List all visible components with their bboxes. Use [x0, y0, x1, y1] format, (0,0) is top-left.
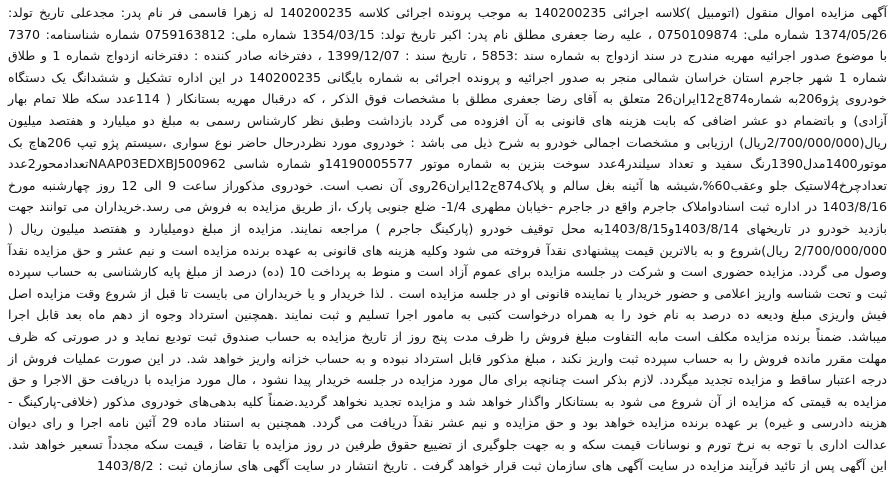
notice-body-text: آگهی مزایده اموال منقول (اتومبیل )کلاسه اجرائی 140200235 به موجب پرونده اجرائی کلاسه 140200235 له زهرا قاسمی فر نام پدر: مجدعلی تاریخ تولد: 1374/05/26 شماره ملی: 0750109874 ، علیه رضا جعفری مطلق نام پدر: اکبر تاریخ تولد: 1354/03/15 شماره ملی: 0759163812 شماره شناسنامه: 7370 با موضوع صدور اجرائیه مهریه مندرج در سند ازدواج به شماره سند :5853 ، تاریخ سند : 1399/12/07 ، دفترخانه صادر کننده : دفترخانه ازدواج شماره 1 و طلاق شماره 1 شهر جاجرم استان خراسان شمالی منجر به صدور اجرائیه و پرونده اجرائی به شماره بایگانی 140200235 در این اداره تشکیل و ششدانگ یک دستگاه خودروی پژو206به شماره874ج12ایران26 متعلق به آقای رضا جعفری مطلق با مشخصات فوق الذکر ، که درقبال مهریه بستانکار ( 114عدد سکه طلا تمام بهار آزادی) و باتضمام دو عشر اضافی که بابت هزینه های قانونی به آن افزوده می گردد بازداشت وطبق نظر کارشناس رسمی به مبلغ دو میلیارد و هفتصد میلیون ریال(2/700/000/000ریال) ارزیابی و مشخصات اجمالی خودرو به شرح ذیل می باشد : خودروی مورد نظردرحال حاضر نوع سواری ،سیستم پژو تیپ 206هاچ بک موتور1400مدل1390رنگ سفید و تعداد سیلندر4عدد سوخت بنزین به شماره موتور 14190005577و شماره شاسی NAAP03EDXBJ500962تعدادمحور2عدد تعدادچرخ4لاستیک جلو وعقب60%،شیشه ها آئینه بغل سالم و پلاک874ج12ایران26روی آن نصب است. خودروی مذکوراز ساعت 9 الی 12 روز چهارشنبه مورخ 1403/8/16 در اداره ثبت اسنادواملاک جاجرم واقع در جاجرم -خیابان مطهری 1/4- ضلع جنوبی پارک ،از طریق مزایده به فروش می رسد.خریداران می توانند جهت بازدید خودرو در تاریخهای 1403/8/14و1403/8/15به محل توقیف خودرو (پارکینگ جاجرم ) مراجعه نمایند. مزایده از مبلغ دومیلیارد و هفتصد میلیون ریال ( 2/700/000/000 ریال)شروع و به بالاترین قیمت پیشنهادی نقدآ فروخته می شود وکلیه هزینه های قانونی به عهده برنده مزایده است و نیم عشر و حق مزایده نقدآ وصول می گردد. مزایده حضوری است و شرکت در جلسه مزایده برای عموم آزاد است و منوط به پرداخت 10 (ده) درصد از مبلغ پایه کارشناسی به حساب سپرده ثبت و تحت شناسه واریز اعلامی و حضور خریدار یا نماینده قانونی او در جلسه مزایده است . لذا خریدار و یا خریداران می بایست تا قبل از شروع وقت مزایده اصل فیش واریزی مبلغ ودیعه ده درصد به نام خود را به همراه درخواست کتبی به مامور اجرا تسلیم و ثبت نمایند .همچنین استرداد وجوه از دهم ماه بعد قابل اجرا میباشد. ضمناً برنده مزایده مکلف است مابه التفاوت مبلغ فروش را ظرف مدت پنج روز از تاریخ مزایده به حساب صندوق ثبت تودیع نماید و در صورتی که ظرف مهلت مقرر مانده فروش را به حساب سپرده ثبت واریز نکند ، مبلغ مذکور قابل استرداد نبوده و به حساب خزانه واریز خواهد شد. در این صورت عملیات فروش از درجه اعتبار ساقط و مزایده تجدید میگردد. لازم بذکر است چنانچه برای مال مورد مزایده در جلسه خریدار پیدا نشود ، مال مورد مزایده با دریافت حق الاجرا و حق مزایده به قیمتی که مزایده از آن شروع می شود به بستانکار واگذار خواهد شد و مزایده تجدید نخواهد گردید.ضمناً کلیه بدهی‌های خودروی مذکور (خلافی-پارکینگ - هزینه دادرسی و غیره) بر عهده برنده مزایده خواهد بود و حق مزایده و نیم عشر نقدآ دریافت می گردد. همچنین به استناد ماده 29 آئین نامه اجرا و رای دیوان عدالت اداری با توجه به نرخ تورم و نوسانات قیمت سکه و به جهت جلوگیری از تضییع حقوق طرفین در روز مزایده با تقاضا ، قیمت سکه مجدداً تسعیر خواهد شد. این آگهی پس از تائید فرآیند مزایده در سایت آگهی های سازمان ثبت قرار خواهد گرفت . تاریخ انتشار در سایت آگهی های سازمان ثبت : 1403/8/2: [8, 5, 888, 474]
